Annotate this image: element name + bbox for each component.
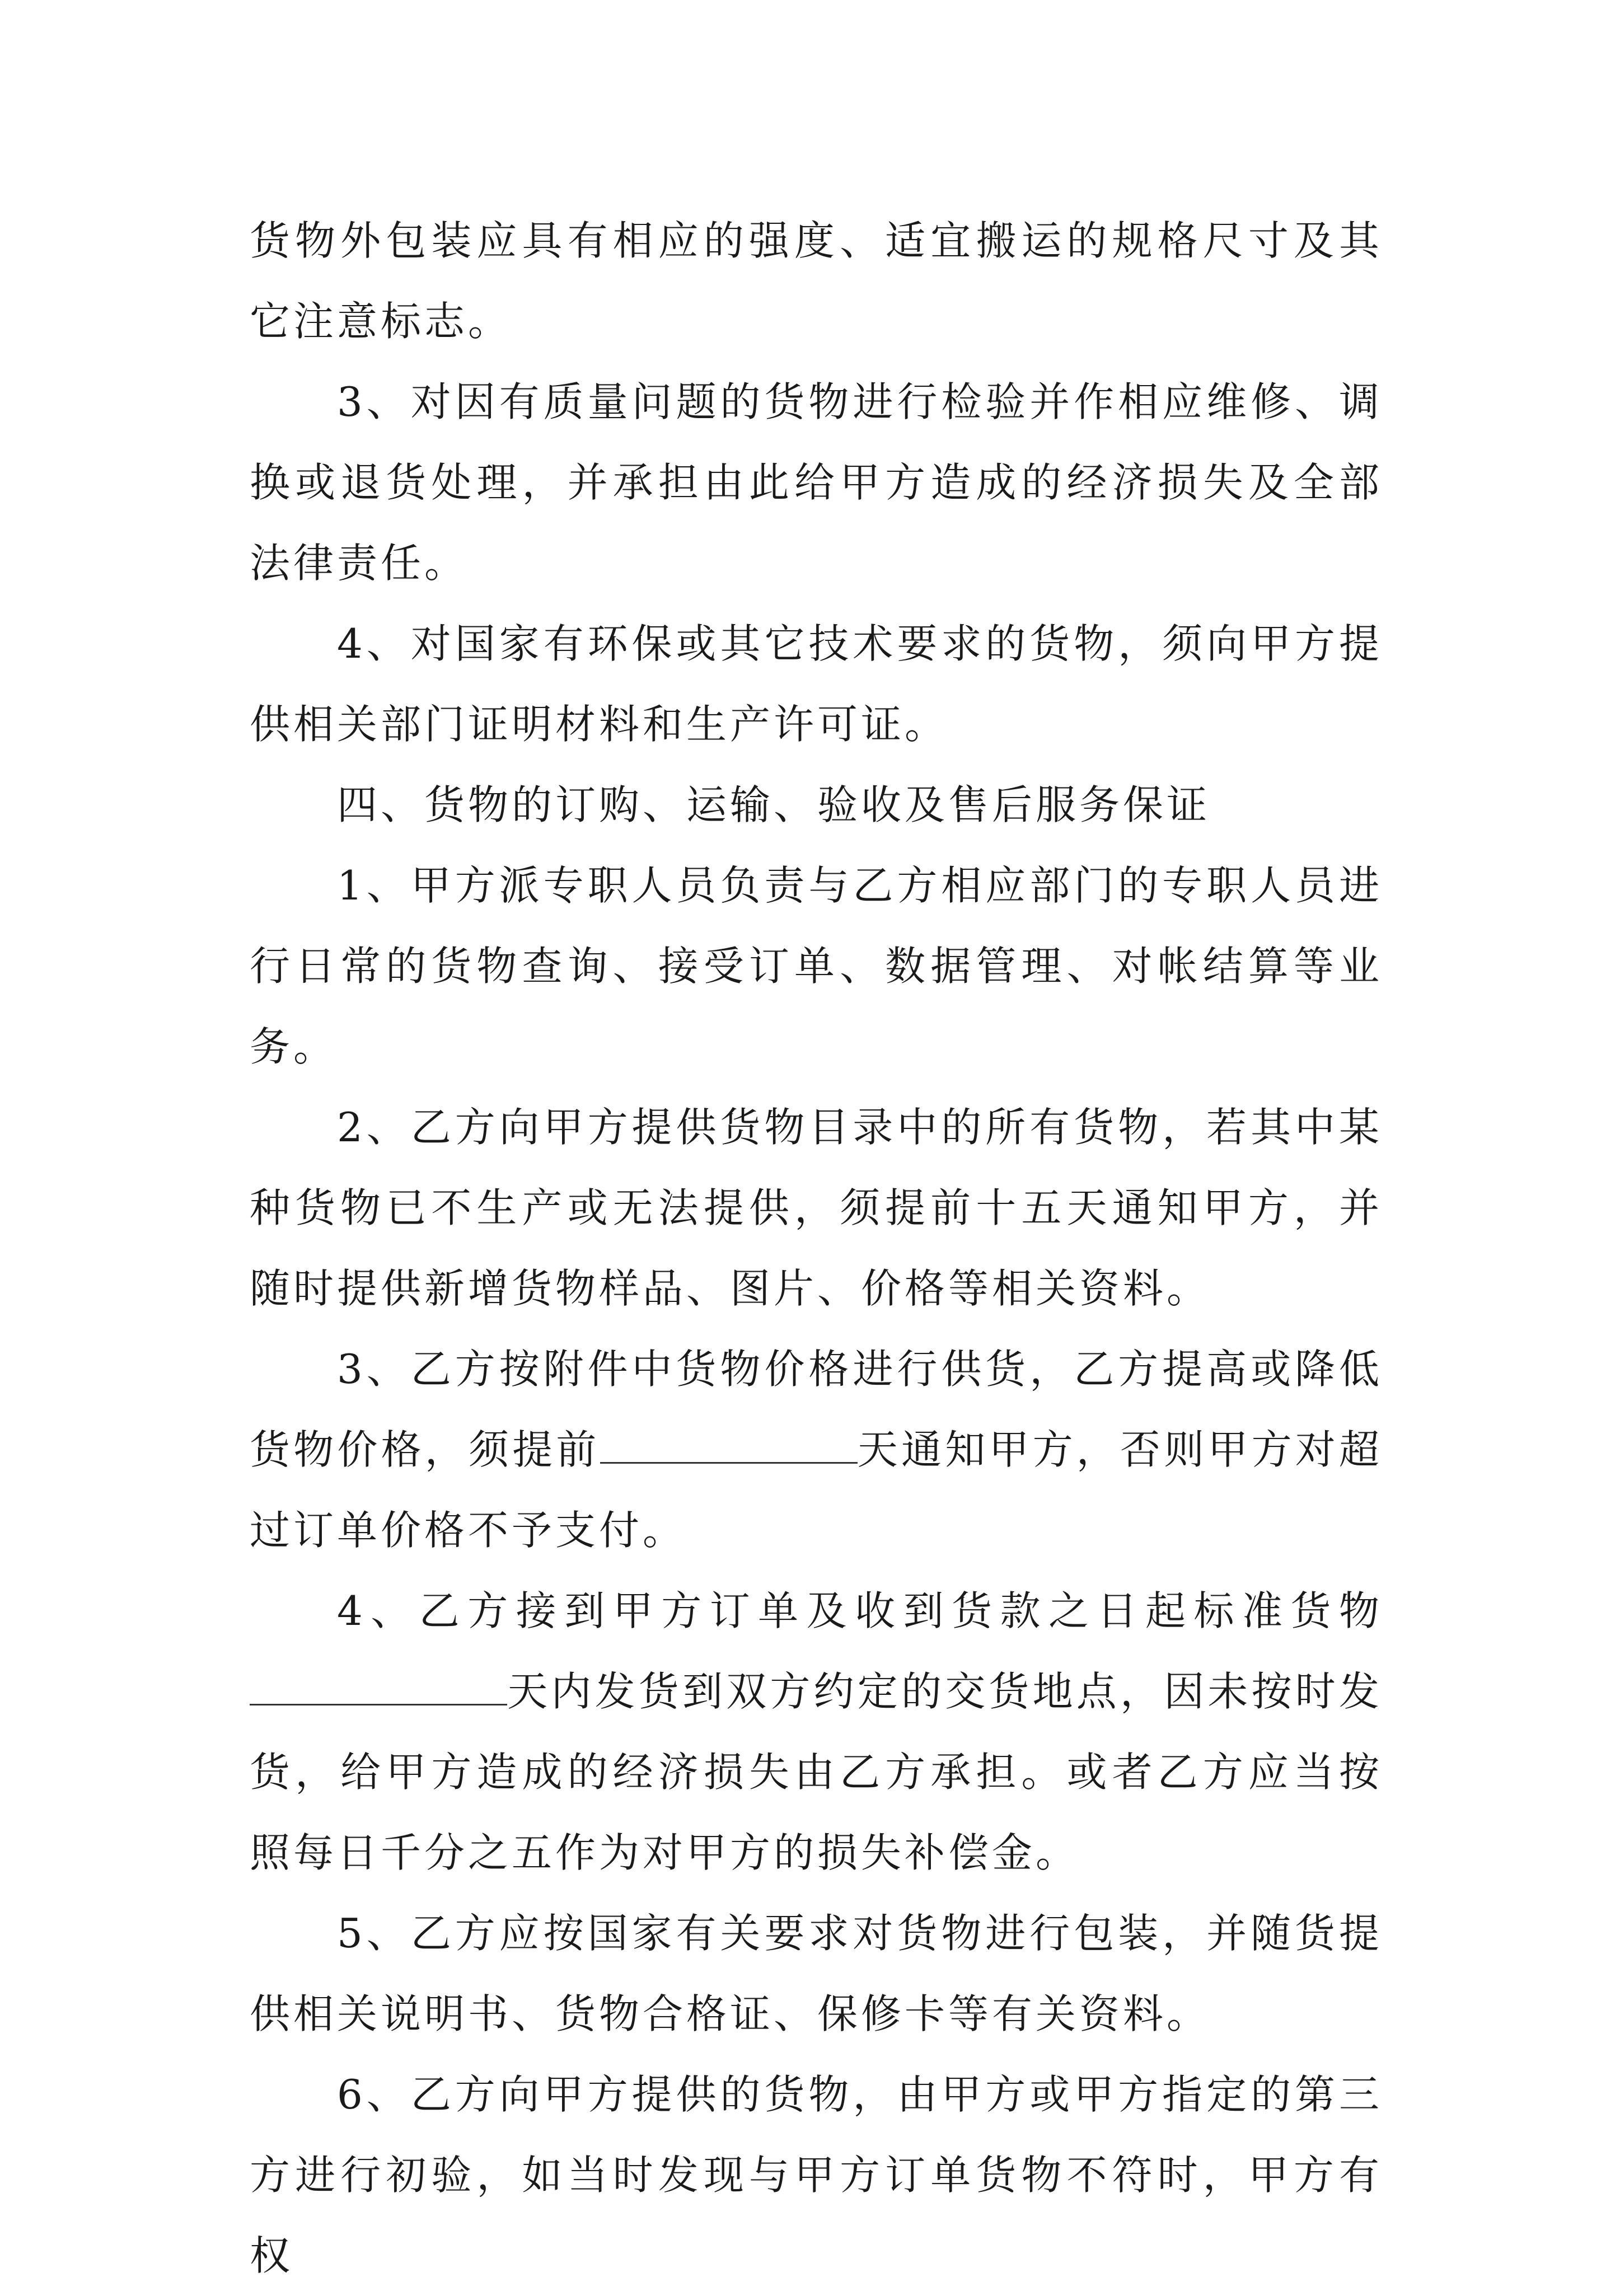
document-body <box>250 200 1383 2296</box>
paragraph-clause-5-packaging: 5、乙方应按国家有关要求对货物进行包装，并随货提供相关说明书、货物合格证、保修卡等有关资料。 <box>250 1910 1383 2037</box>
clause-4-delivery-text-after: 天内发货到双方约定的交货地点，因未按时发货，给甲方造成的经济损失由乙方承担。或者乙方应当按照每日千分之五作为对甲方的损失补偿金。 <box>250 1668 1383 1876</box>
paragraph-clause-6-inspection: 6、乙方向甲方提供的货物，由甲方或甲方指定的第三方进行初验，如当时发现与甲方订单货物不符时，甲方有权 <box>250 2071 1383 2279</box>
days-notice-blank[interactable] <box>600 1427 858 1464</box>
paragraph-packaging-continued: 货物外包装应具有相应的强度、适宜搬运的规格尺寸及其它注意标志。 <box>250 217 1383 345</box>
clause-3-pricing-text-after: 天通知甲方，否则甲方对超过订单价格不予支付。 <box>250 1426 1383 1554</box>
delivery-days-blank[interactable] <box>250 1669 507 1705</box>
clause-3-pricing-text-before: 3、乙方按附件中货物价格进行供货，乙方提高或降低货物价格，须提前 <box>250 1346 1383 1473</box>
paragraph-clause-3-quality: 3、对因有质量问题的货物进行检验并作相应维修、调换或退货处理，并承担由此给甲方造成的经济损失及全部法律责任。 <box>250 378 1383 587</box>
clause-4-delivery-text-before: 4、乙方接到甲方订单及收到货款之日起标准货物 <box>337 1587 1383 1634</box>
paragraph-clause-1-staff: 1、甲方派专职人员负责与乙方相应部门的专职人员进行日常的货物查询、接受订单、数据管理、对帐结算等业务。 <box>250 862 1383 1070</box>
paragraph-clause-2-catalog: 2、乙方向甲方提供货物目录中的所有货物，若其中某种货物已不生产或无法提供，须提前十五天通知甲方，并随时提供新增货物样品、图片、价格等相关资料。 <box>250 1104 1383 1312</box>
paragraph-clause-3-pricing <box>250 1329 1383 1571</box>
section-heading-4: 四、货物的订购、运输、验收及售后服务保证 <box>337 781 1211 828</box>
paragraph-clause-4-delivery <box>250 1571 1383 1893</box>
paragraph-clause-4-environment: 4、对国家有环保或其它技术要求的货物，须向甲方提供相关部门证明材料和生产许可证。 <box>250 620 1383 748</box>
